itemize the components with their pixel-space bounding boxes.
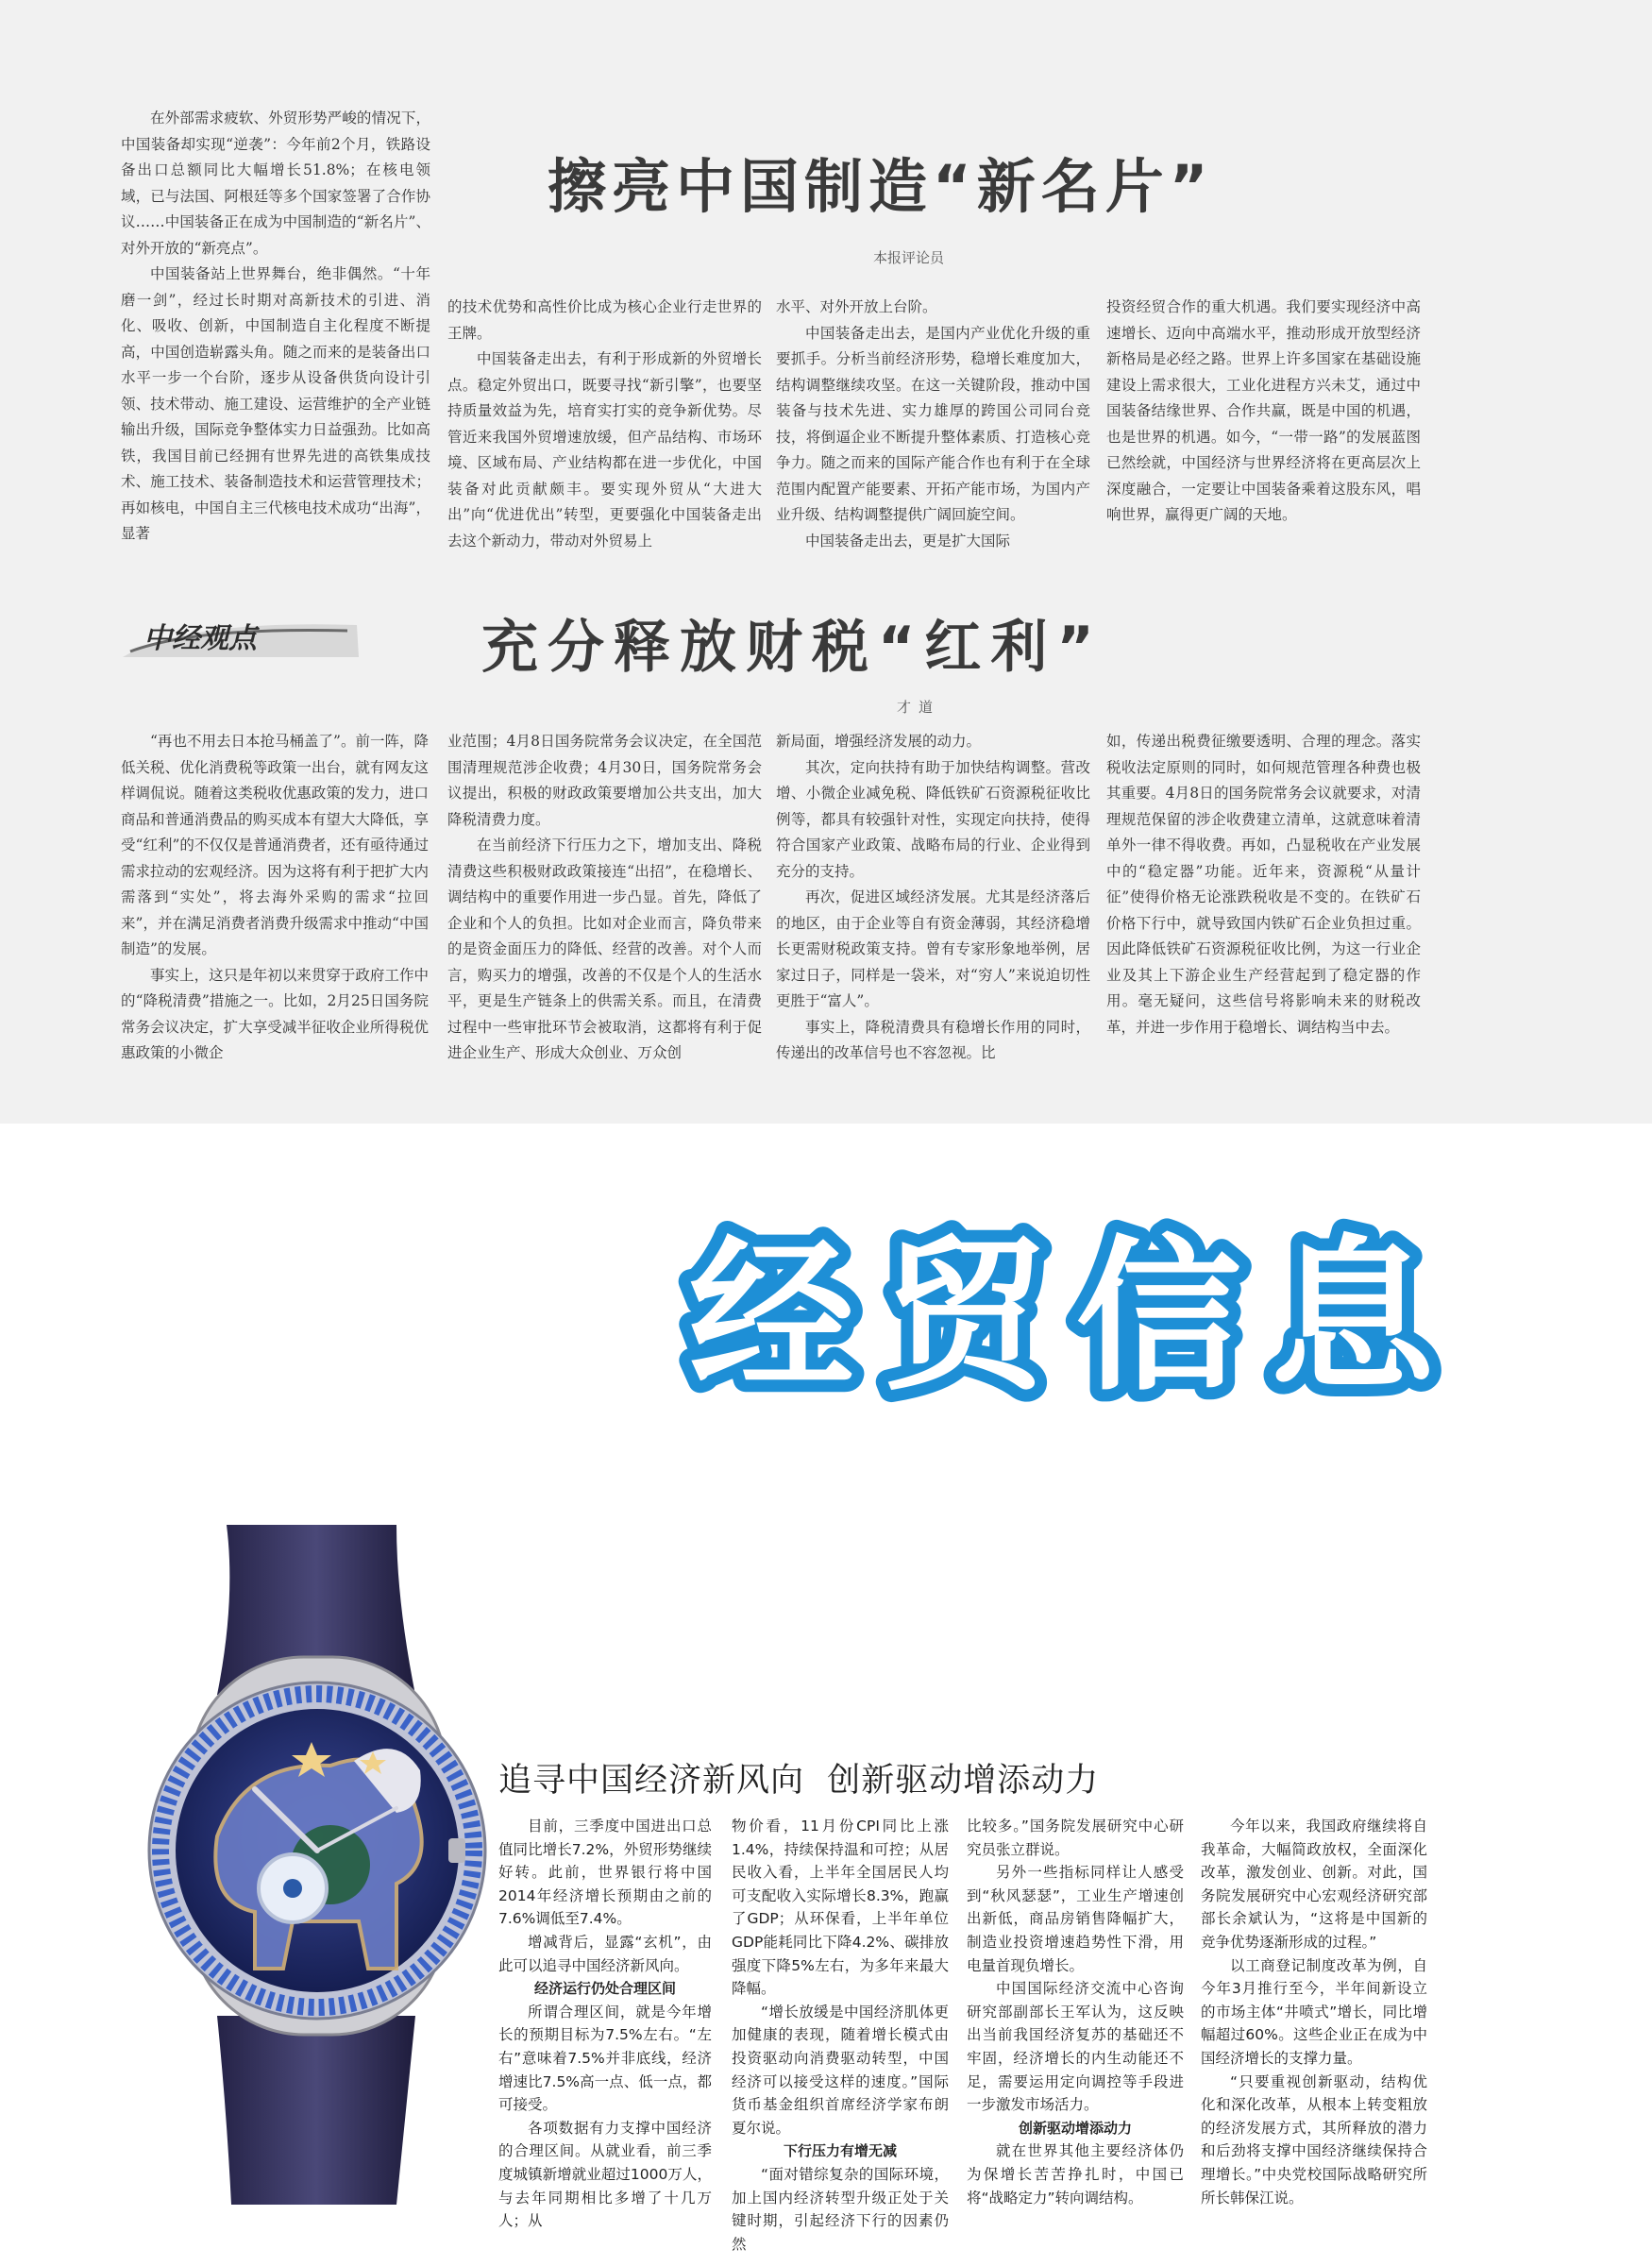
article1-col-4 [1106, 295, 1421, 529]
paragraph: 中国国际经济交流中心咨询研究部副部长王军认为，这反映出当前我国经济复苏的基础还不牢固，经济增长的内生动能还不足，需要运用定向调控等手段进一步激发市场活力。 [967, 1980, 1184, 2114]
article2-col-4 [1106, 729, 1421, 1040]
paragraph: 目前，三季度中国进出口总值同比增长7.2%，外贸形势继续好转。此前，世界银行将中国2014年经济增长预期由之前的7.6%调低至7.4%。 [498, 1818, 712, 1928]
article2-title: 充分释放财税“红利” [481, 615, 1104, 681]
paragraph: 今年以来，我国政府继续将自我革命，大幅简政放权，全面深化改革，激发创业、创新。对此，国务院发展研究中心宏观经济研究部部长余斌认为，“这将是中国新的竞争优势逐渐形成的过程。” [1201, 1818, 1427, 1951]
paragraph: 中国装备走出去，有利于形成新的外贸增长点。稳定外贸出口，既要寻找“新引擎”，也要坚持质量效益为先，培育实打实的竞争新优势。尽管近来我国外贸增速放缓，但产品结构、市场环境、区域布局、产业结构都在进一步优化，中国装备对此贡献颇丰。要实现外贸从“大进大出”向“优进优出”转型，更要强化中国装备走出去这个新动力，带动对外贸易上 [447, 350, 762, 550]
article1-col-3 [776, 295, 1090, 554]
article1-col-1 [121, 106, 430, 548]
paragraph: “只要重视创新驱动，结构优化和深化改革，从根本上转变粗放的经济发展方式，其所释放的潜力和后劲将支撑中国经济继续保持合理增长。”中央党校国际战略研究所所长韩保江说。 [1201, 2072, 1427, 2207]
subheading: 下行压力有增无减 [783, 2142, 897, 2160]
paragraph: 如，传递出税费征缴要透明、合理的理念。落实税收法定原则的同时，如何规范管理各种费也极其重要。4月8日的国务院常务会议就要求，对清理规范保留的涉企收费建立清单，这就意味着清单外一律不得收费。再如，凸显税收在产业发展中的“稳定器”功能。近年来，资源税“从量计征”使得价格无论涨跌税收是不变的。在铁矿石价格下行中，就导致国内铁矿石企业负担过重。因此降低铁矿石资源税征收比例，为这一行业企业及其上下游企业生产经营起到了稳定器的作用。毫无疑问，这些信号将影响未来的财税改革，并进一步作用于稳增长、调结构当中去。 [1106, 733, 1421, 1036]
paragraph: 另外一些指标同样让人感受到“秋风瑟瑟”，工业生产增速创出新低，商品房销售降幅扩大，制造业投资增速趋势性下滑，用电量首现负增长。 [967, 1864, 1184, 1974]
paragraph: 投资经贸合作的重大机遇。我们要实现经济中高速增长、迈向中高端水平，推动形成开放型经济新格局是必经之路。世界上许多国家在基础设施建设上需求很大，工业化进程方兴未艾，通过中国装备结缘世界、合作共赢，既是中国的机遇，也是世界的机遇。如今，“一带一路”的发展蓝图已然绘就，中国经济与世界经济将在更高层次上深度融合，一定要让中国装备乘着这股东风，唱响世界，赢得更广阔的天地。 [1106, 298, 1421, 523]
paragraph: 就在世界其他主要经济体仍为保增长苦苦挣扎时，中国已将“战略定力”转向调结构。 [967, 2142, 1184, 2207]
subheading: 创新驱动增添动力 [1018, 2119, 1132, 2137]
article1-byline: 本报评论员 [873, 249, 945, 266]
article1-title: 擦亮中国制造“新名片” [548, 152, 1214, 221]
article2-col-2 [447, 729, 762, 1067]
watch-image [113, 1525, 519, 2205]
article3-col-3 [967, 1815, 1184, 2209]
article3-title: 追寻中国经济新风向 创新驱动增添动力 [498, 1762, 1100, 1800]
article3-col-1 [498, 1815, 712, 2233]
paragraph: 以工商登记制度改革为例，自今年3月推行至今，半年间新设立的市场主体“井喷式”增长，同比增幅超过60%。这些企业正在成为中国经济增长的支撑力量。 [1201, 1956, 1427, 2067]
subheading: 经济运行仍处合理区间 [533, 1980, 676, 1998]
paragraph: 中国装备站上世界舞台，绝非偶然。“十年磨一剑”，经过长时期对高新技术的引进、消化、吸收、创新，中国制造自主化程度不断提高，中国创造崭露头角。随之而来的是装备出口水平一步一个台阶，逐步从设备供货向设计引领、技术带动、施工建设、运营维护的全产业链输出升级，国际竞争整体实力日益强劲。比如高铁，我国目前已经拥有世界先进的高铁集成技术、施工技术、装备制造技术和运营管理技术；再如核电，中国自主三代核电技术成功“出海”，显著 [121, 265, 430, 542]
paragraph: “增长放缓是中国经济肌体更加健康的表现，随着增长模式由投资驱动向消费驱动转型，中国经济可以接受这样的速度。”国际货币基金组织首席经济学家布朗夏尔说。 [732, 2003, 949, 2137]
article3-col-2 [732, 1815, 949, 2256]
paragraph: 其次，定向扶持有助于加快结构调整。营改增、小微企业减免税、降低铁矿石资源税征收比例等，都具有较强针对性，实现定向扶持，使得符合国家产业政策、战略布局的行业、企业得到充分的支持。 [776, 758, 1090, 880]
paragraph: 水平、对外开放上台阶。 [776, 298, 937, 315]
paragraph: 事实上，这只是年初以来贯穿于政府工作中的“降税清费”措施之一。比如，2月25日国务院常务会议决定，扩大享受减半征收企业所得税优惠政策的小微企 [121, 966, 429, 1061]
article2-byline: 才道 [897, 699, 941, 716]
paragraph: 比较多。”国务院发展研究中心研究员张立群说。 [967, 1818, 1184, 1858]
article2-col-3 [776, 729, 1090, 1067]
paragraph: 所谓合理区间，就是今年增长的预期目标为7.5%左右。“左右”意味着7.5%并非底线，经济增速比7.5%高一点、低一点，都可接受。 [498, 2003, 712, 2114]
paragraph: “面对错综复杂的国际环境，加上国内经济转型升级正处于关键时期，引起经济下行的因素仍然 [732, 2165, 949, 2253]
paragraph: 中国装备走出去，更是扩大国际 [805, 532, 1011, 550]
article3-col-4 [1201, 1815, 1427, 2209]
paragraph: 中国装备走出去，是国内产业优化升级的重要抓手。分析当前经济形势，稳增长难度加大，结构调整继续攻坚。在这一关键阶段，推动中国装备与技术先进、实力雄厚的跨国公司同台竞技，将倒逼企业不断提升整体素质、打造核心竞争力。随之而来的国际产能合作也有利于在全球范围内配置产能要素、开拓产能市场，为国内产业升级、结构调整提供广阔回旋空间。 [776, 324, 1090, 523]
paragraph: 各项数据有力支撑中国经济的合理区间。从就业看，前三季度城镇新增就业超过1000万人，与去年同期相比多增了十几万人；从 [498, 2119, 712, 2230]
paragraph: “再也不用去日本抢马桶盖了”。前一阵，降低关税、优化消费税等政策一出台，就有网友这样调侃说。随着这类税收优惠政策的发力，进口商品和普通消费品的购买成本有望大大降低，享受“红利”的不仅仅是普通消费者，还有亟待通过需求拉动的宏观经济。因为这将有利于把扩大内需落到“实处”，将去海外采购的需求“拉回来”，并在满足消费者消费升级需求中推动“中国制造”的发展。 [121, 733, 429, 957]
paragraph: 增减背后，显露“玄机”，由此可以追寻中国经济新风向。 [498, 1933, 712, 1974]
banner-text: 经贸信息 [689, 1222, 1463, 1413]
zhongjing-guandian-logo [121, 614, 364, 661]
logo-text: 中经观点 [143, 622, 257, 655]
paragraph: 业范围；4月8日国务院常务会议决定，在全国范围清理规范涉企收费；4月30日，国务院常务会议提出，积极的财政政策要增加公共支出，加大降税清费力度。 [447, 733, 762, 828]
jingmao-xinxi-banner [566, 1194, 1586, 1421]
article2-col-1 [121, 729, 429, 1067]
paragraph: 的技术优势和高性价比成为核心企业行走世界的王牌。 [447, 298, 762, 342]
paragraph: 物价看，11月份CPI同比上涨1.4%，持续保持温和可控；从居民收入看，上半年全国居民人均可支配收入实际增长8.3%，跑赢了GDP；从环保看，上半年单位GDP能耗同比下降4.2%、碳排放强度下降5%左右，为多年来最大降幅。 [732, 1818, 949, 1998]
article1-col-2 [447, 295, 762, 554]
paragraph: 新局面，增强经济发展的动力。 [776, 733, 982, 750]
paragraph: 事实上，降税清费具有稳增长作用的同时，传递出的改革信号也不容忽视。比 [776, 1018, 1090, 1061]
paragraph: 在外部需求疲软、外贸形势严峻的情况下，中国装备却实现“逆袭”：今年前2个月，铁路设备出口总额同比大幅增长51.8%；在核电领域，已与法国、阿根廷等多个国家签署了合作协议……中国装备正在成为中国制造的“新名片”、对外开放的“新亮点”。 [121, 110, 430, 257]
paragraph: 再次，促进区域经济发展。尤其是经济落后的地区，由于企业等自有资金薄弱，其经济稳增长更需财税政策支持。曾有专家形象地举例，居家过日子，同样是一袋米，对“穷人”来说迫切性更胜于“富人”。 [776, 888, 1090, 1009]
paragraph: 在当前经济下行压力之下，增加支出、降税清费这些积极财政政策接连“出招”，在稳增长、调结构中的重要作用进一步凸显。首先，降低了企业和个人的负担。比如对企业而言，降负带来的是资金面压力的降低、经营的改善。对个人而言，购买力的增强，改善的不仅是个人的生活水平，更是生产链条上的供需关系。而且，在清费过程中一些审批环节会被取消，这都将有利于促进企业生产、形成大众创业、万众创 [447, 837, 762, 1061]
